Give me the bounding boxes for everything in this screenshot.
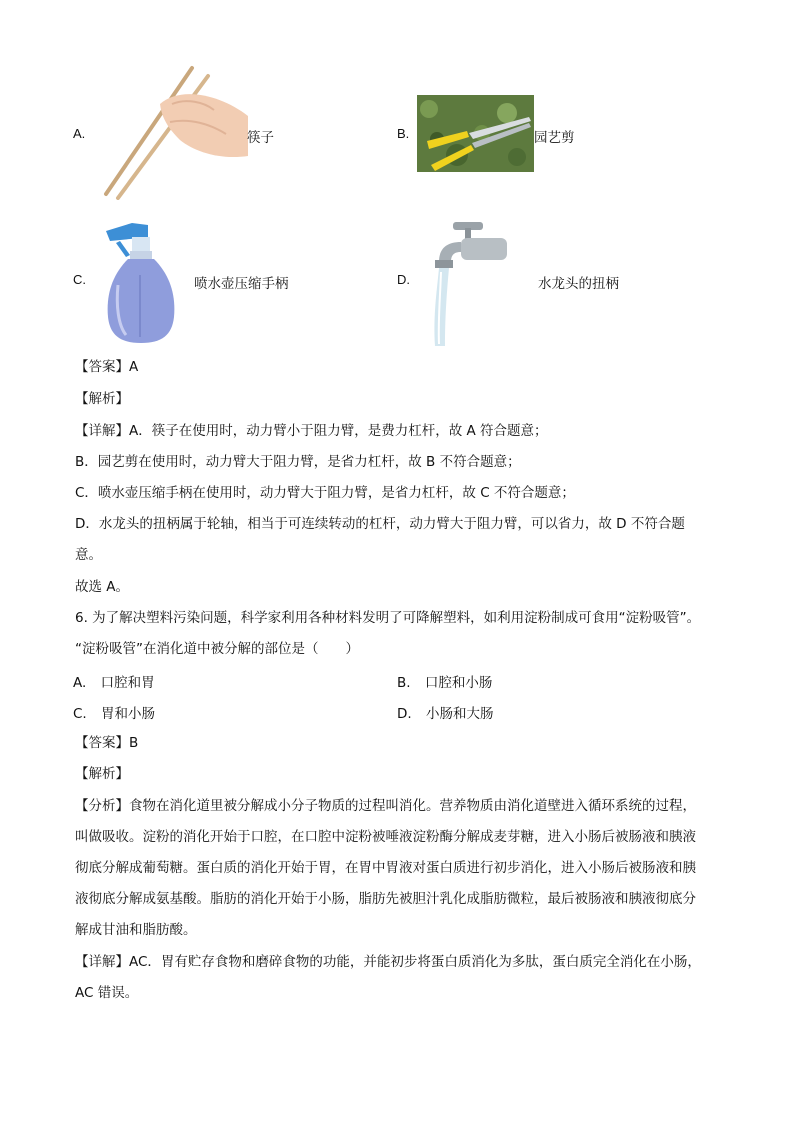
faucet-image bbox=[425, 220, 510, 348]
option-d-letter: D. bbox=[397, 272, 410, 287]
q5-answer: 【答案】A bbox=[75, 359, 139, 375]
q5-solution-line: B．园艺剪在使用时，动力臂大于阻力臂，是省力杠杆，故 B 不符合题意； bbox=[75, 454, 521, 470]
spray-bottle-image bbox=[100, 215, 180, 345]
q5-solution-line: 故选 A。 bbox=[75, 579, 130, 595]
q6-analysis-line: AC 错误。 bbox=[75, 985, 139, 1001]
q5-solution-line: 意。 bbox=[75, 547, 102, 563]
q6-option-d bbox=[397, 702, 493, 722]
q6-analysis-heading: 【解析】 bbox=[75, 766, 129, 782]
q6-option-text: 胃和小肠 bbox=[101, 706, 156, 722]
q6-option-c bbox=[73, 702, 155, 722]
q6-option-letter: B. bbox=[397, 675, 411, 691]
q6-analysis-line: 叫做吸收。淀粉的消化开始于口腔，在口腔中淀粉被唾液淀粉酶分解成麦芽糖，进入小肠后被肠液和胰液 bbox=[75, 829, 696, 845]
garden-shears-image bbox=[417, 95, 534, 172]
q6-option-text: 口腔和胃 bbox=[100, 675, 155, 691]
q6-option-text: 口腔和小肠 bbox=[424, 675, 493, 691]
option-c-letter: C. bbox=[73, 272, 86, 287]
q6-analysis-line: 液彻底分解成氨基酸。脂肪的消化开始于小肠，脂肪先被胆汁乳化成脂肪微粒，最后被肠液和胰液彻底分 bbox=[75, 891, 696, 907]
q5-solution-line: 【详解】A．筷子在使用时，动力臂小于阻力臂，是费力杠杆，故 A 符合题意； bbox=[75, 423, 548, 439]
q5-solution-line: C．喷水壶压缩手柄在使用时，动力臂大于阻力臂，是省力杠杆，故 C 不符合题意； bbox=[75, 485, 575, 501]
q6-option-b bbox=[397, 671, 492, 691]
q6-option-letter: A. bbox=[73, 675, 87, 691]
q5-analysis-heading: 【解析】 bbox=[75, 391, 129, 407]
q6-stem-line: “淀粉吸管”在消化道中被分解的部位是（ ） bbox=[75, 641, 359, 657]
q6-analysis-line: 彻底分解成葡萄糖。蛋白质的消化开始于胃，在胃中胃液对蛋白质进行初步消化，进入小肠后被肠液和胰 bbox=[75, 860, 696, 876]
q6-stem-line: 6. 为了解决塑料污染问题，科学家利用各种材料发明了可降解塑料，如利用淀粉制成可食用“淀粉吸管”。 bbox=[75, 610, 701, 626]
q6-analysis-line: 【分析】食物在消化道里被分解成小分子物质的过程叫消化。营养物质由消化道壁进入循环系统的过程， bbox=[75, 798, 696, 814]
q6-answer: 【答案】B bbox=[75, 735, 139, 751]
q6-option-text: 小肠和大肠 bbox=[425, 706, 494, 722]
q6-option-letter: C. bbox=[73, 706, 87, 722]
option-a-letter: A. bbox=[73, 126, 86, 141]
q6-analysis-line: 解成甘油和脂肪酸。 bbox=[75, 922, 197, 938]
q6-option-letter: D. bbox=[397, 706, 412, 722]
option-b-letter: B. bbox=[397, 126, 410, 141]
chopsticks-image bbox=[100, 64, 250, 200]
q6-analysis-line: 【详解】AC．胃有贮存食物和磨碎食物的功能，并能初步将蛋白质消化为多肽，蛋白质完全消化在小肠， bbox=[75, 954, 701, 970]
option-c-caption: 喷水壶压缩手柄 bbox=[194, 276, 289, 292]
q6-option-a bbox=[73, 671, 155, 691]
option-d-caption: 水龙头的扭柄 bbox=[538, 276, 619, 292]
option-b-caption: 园艺剪 bbox=[534, 130, 575, 146]
q5-solution-line: D．水龙头的扭柄属于轮轴，相当于可连续转动的杠杆，动力臂大于阻力臂，可以省力，故 D 不符合题 bbox=[75, 516, 685, 532]
option-a-caption: 筷子 bbox=[247, 130, 274, 146]
